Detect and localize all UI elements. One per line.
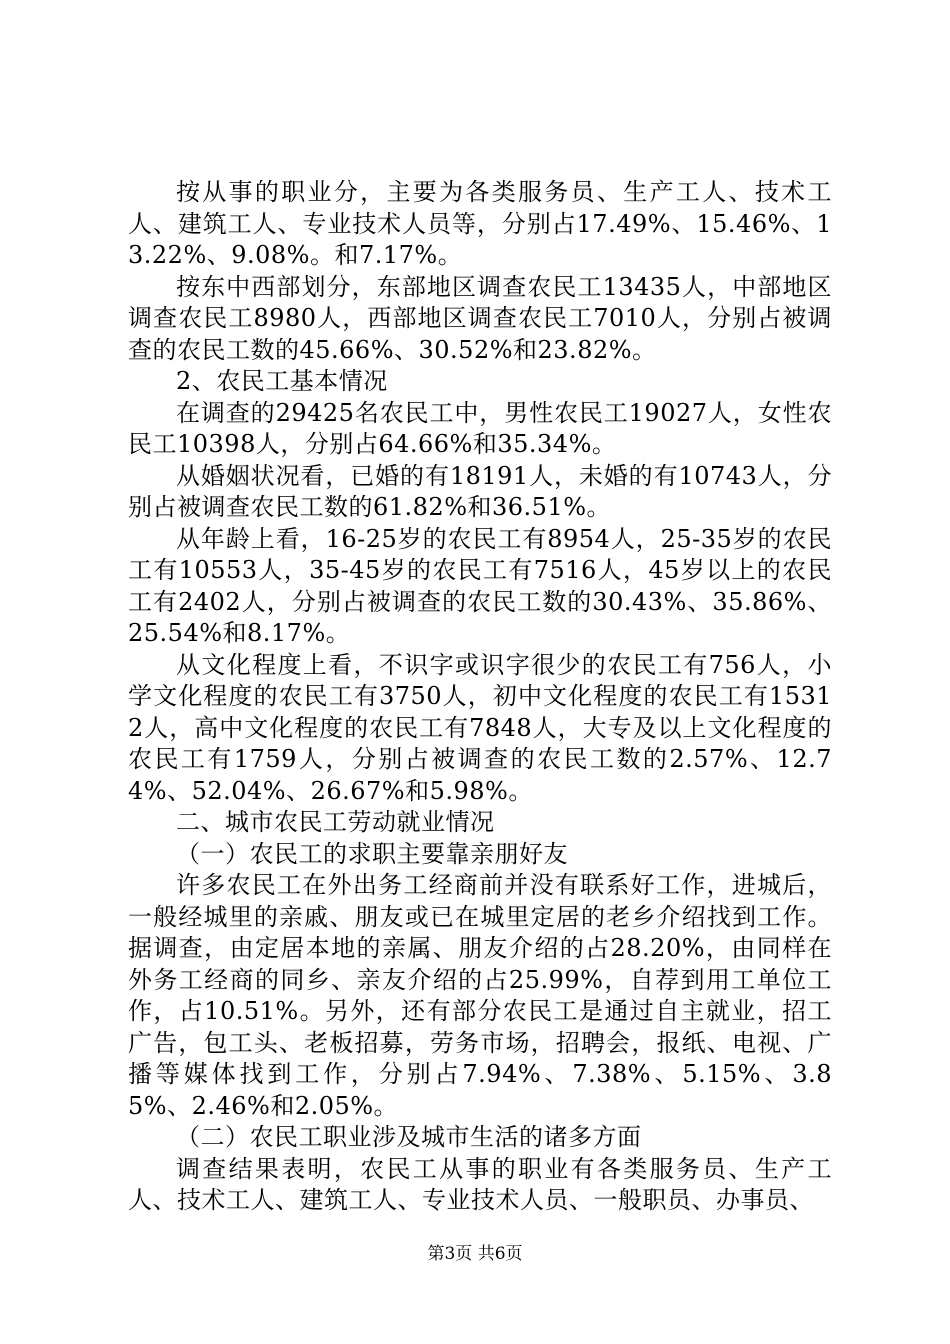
subsection-heading: （一）农民工的求职主要靠亲朋好友 [176,839,568,868]
page-number-footer: 第3页 共6页 [427,1244,523,1264]
section-heading: 2、农民工基本情况 [176,367,388,395]
section-heading: 二、城市农民工劳动就业情况 [176,808,495,836]
paragraph: 从婚姻状况看，已婚的有18191人，未婚的有10743人，分别占被调查农民工数的61.82%和36.51%。 [128,461,832,521]
document-body [128,177,832,1217]
paragraph: 按从事的职业分，主要为各类服务员、生产工人、技术工人、建筑工人、专业技术人员等，分别占17.49%、15.46%、13.22%、9.08%。和7.17%。 [128,178,832,269]
subsection-heading: （二）农民工职业涉及城市生活的诸多方面 [176,1123,642,1151]
paragraph: 从文化程度上看，不识字或识字很少的农民工有756人，小学文化程度的农民工有3750人，初中文化程度的农民工有15312人，高中文化程度的农民工有7848人，大专及以上文化程度的农民工有1759人，分别占被调查的农民工数的2.57%、12.74%、52.04%、26.67%和5.98%。 [128,650,832,805]
paragraph: 按东中西部划分，东部地区调查农民工13435人，中部地区调查农民工8980人，西部地区调查农民工7010人，分别占被调查的农民工数的45.66%、30.52%和23.82%。 [128,272,832,364]
paragraph: 许多农民工在外出务工经商前并没有联系好工作，进城后，一般经城里的亲戚、朋友或已在城里定居的老乡介绍找到工作。据调查，由定居本地的亲属、朋友介绍的占28.20%，由同样在外务工经商的同乡、亲友介绍的占25.99%，自荐到用工单位工作，占10.51%。另外，还有部分农民工是通过自主就业，招工广告，包工头、老板招募，劳务市场，招聘会，报纸、电视、广播等媒体找到工作，分别占7.94%、7.38%、5.15%、3.85%、2.46%和2.05%。 [128,871,832,1120]
paragraph: 调查结果表明，农民工从事的职业有各类服务员、生产工人、技术工人、建筑工人、专业技术人员、一般职员、办事员、 [128,1154,832,1214]
paragraph: 从年龄上看，16-25岁的农民工有8954人，25-35岁的农民工有10553人，35-45岁的农民工有7516人，45岁以上的农民工有2402人，分别占被调查的农民工数的30.43%、35.86%、25.54%和8.17%。 [128,524,832,647]
paragraph: 在调查的29425名农民工中，男性农民工19027人，女性农民工10398人，分别占64.66%和35.34%。 [128,398,832,458]
